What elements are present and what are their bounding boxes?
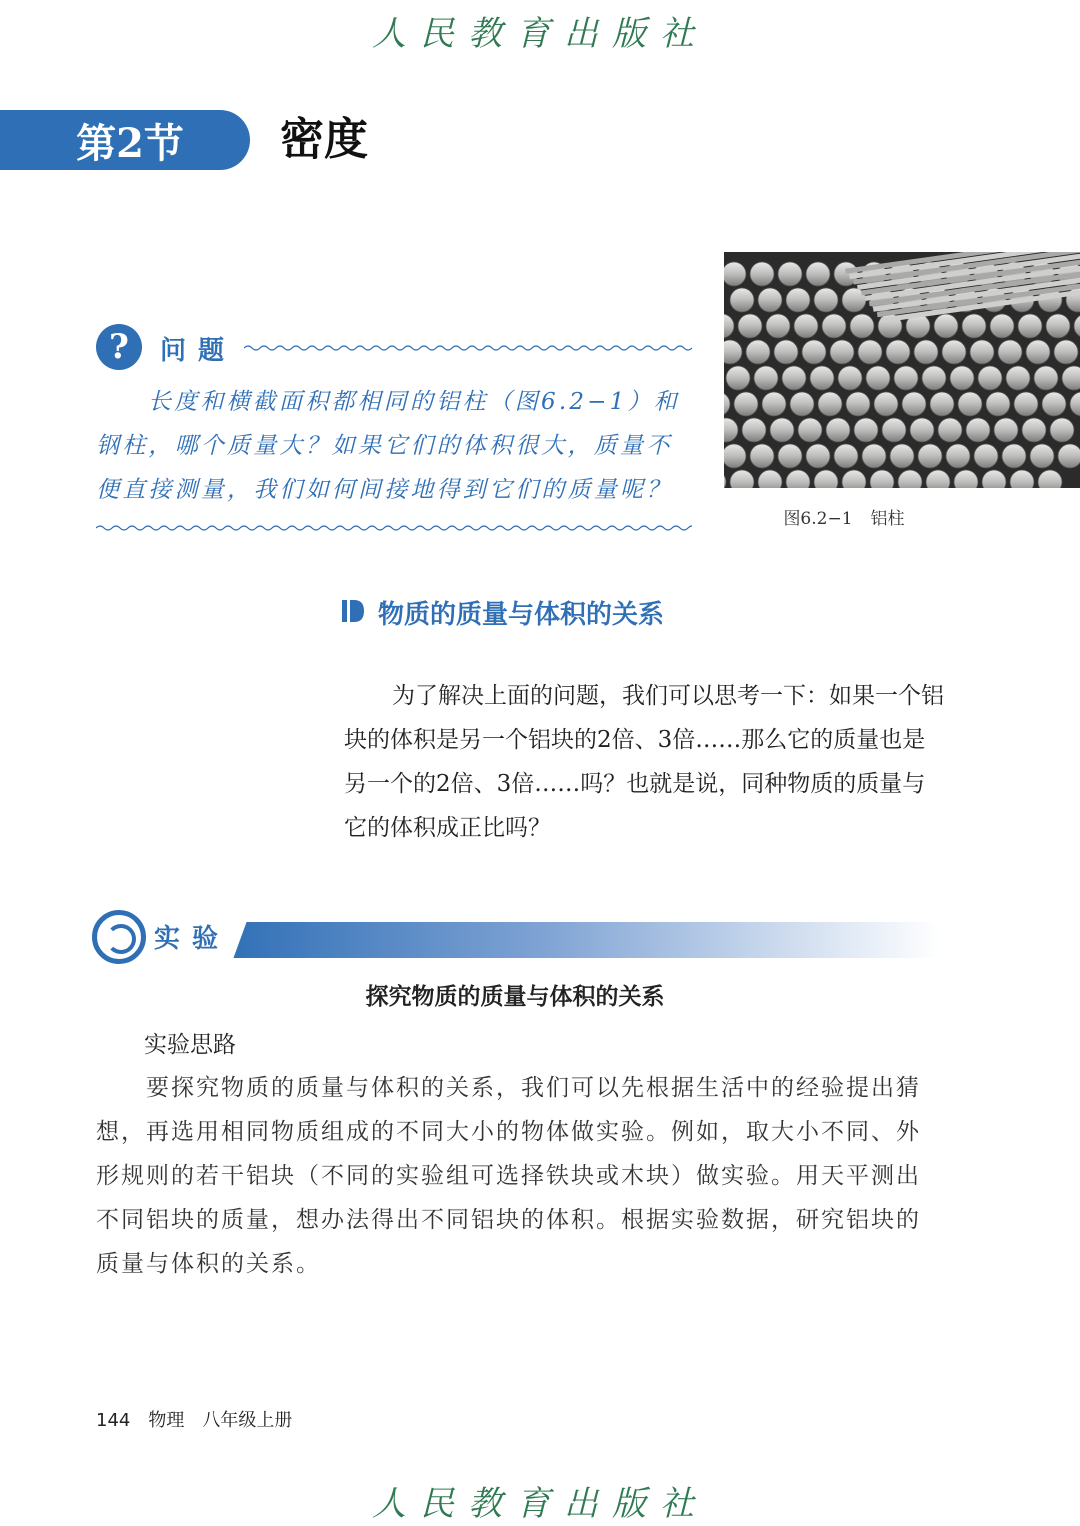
rod-end: [1050, 418, 1074, 442]
rod-end: [1034, 366, 1058, 390]
rod-end: [726, 366, 750, 390]
rod-end: [862, 444, 886, 468]
section-number-tab: 第2节: [0, 110, 250, 170]
subsection-heading: 物质的质量与体积的关系: [378, 600, 665, 630]
rod-end: [724, 262, 746, 286]
rod-end: [854, 418, 878, 442]
experiment-text-body: 要探究物质的质量与体积的关系，我们可以先根据生活中的经验提出猜想，再选用相同物质组成的不同大小的物体做实验。例如，取大小不同、外形规则的若干铝块（不同的实验组可选择铁块或木块）做实验。用天平测出不同铝块的质量，想办法得出不同铝块的体积。根据实验数据，研究铝块的质量与体积的关系。: [96, 1075, 921, 1277]
rod-end: [946, 444, 970, 468]
rod-end: [914, 340, 938, 364]
rod-end: [858, 340, 882, 364]
rod-end: [894, 366, 918, 390]
rod-end: [958, 392, 982, 416]
rod-end: [1058, 444, 1080, 468]
rod-end: [1042, 392, 1066, 416]
rod-end: [998, 340, 1022, 364]
rod-end: [850, 314, 874, 338]
rod-end: [902, 392, 926, 416]
rod-end: [802, 340, 826, 364]
publisher-watermark-bottom: 人民教育出版社: [372, 1484, 708, 1524]
rod-end: [750, 444, 774, 468]
page-footer: [96, 1406, 292, 1432]
rod-end: [966, 418, 990, 442]
rod-end: [990, 314, 1014, 338]
rod-end: [778, 444, 802, 468]
rod-end: [882, 418, 906, 442]
experiment-subheading: 实验思路: [144, 1032, 236, 1058]
rod-end: [750, 262, 774, 286]
rod-end: [806, 444, 830, 468]
magnifier-inner-icon: [106, 924, 136, 954]
footer-subject: 物理: [148, 1410, 185, 1431]
figure-caption-text: 铝柱: [870, 509, 905, 529]
rod-end: [1026, 340, 1050, 364]
section-marker-icon: [342, 598, 364, 624]
rod-end: [1054, 340, 1078, 364]
rod-end: [830, 340, 854, 364]
rod-end: [886, 340, 910, 364]
experiment-text: [96, 1066, 942, 1286]
rod-end: [762, 392, 786, 416]
rod-end: [962, 314, 986, 338]
experiment-label: 实验: [154, 924, 231, 954]
rod-end: [1022, 418, 1046, 442]
rod-end: [974, 444, 998, 468]
rod-end: [814, 288, 838, 312]
rod-end: [986, 392, 1010, 416]
rod-end: [1006, 366, 1030, 390]
rod-end: [822, 314, 846, 338]
rod-end: [806, 262, 830, 286]
rod-end: [910, 418, 934, 442]
footer-grade: 八年级上册: [202, 1410, 293, 1431]
rod-end: [818, 392, 842, 416]
rod-end: [1018, 314, 1042, 338]
rod-end: [846, 392, 870, 416]
paragraph-intro: [344, 674, 944, 850]
rod-end: [754, 366, 778, 390]
experiment-banner: [220, 922, 940, 958]
rod-end: [918, 444, 942, 468]
rod-end: [978, 366, 1002, 390]
rod-end: [798, 418, 822, 442]
rod-end: [1014, 392, 1038, 416]
rod-end: [874, 392, 898, 416]
rod-end: [938, 418, 962, 442]
problem-label: 问题: [160, 336, 237, 366]
wavy-divider-top: [244, 344, 692, 352]
rod-end: [778, 262, 802, 286]
rod-end: [922, 366, 946, 390]
rod-end: [766, 314, 790, 338]
wavy-divider-bottom: [96, 524, 692, 532]
rod-end: [866, 366, 890, 390]
question-icon: ?: [96, 324, 142, 370]
rod-end: [1030, 444, 1054, 468]
rod-end: [810, 366, 834, 390]
rod-end: [786, 288, 810, 312]
rod-end: [782, 366, 806, 390]
rod-end: [746, 340, 770, 364]
rod-end: [758, 288, 782, 312]
rod-end: [890, 444, 914, 468]
figure-caption: [724, 504, 964, 529]
rod-end: [742, 418, 766, 442]
experiment-title: 探究物质的质量与体积的关系: [365, 984, 665, 1010]
rod-end: [738, 314, 762, 338]
aluminum-columns-photo: [724, 252, 1080, 488]
rod-end: [994, 418, 1018, 442]
rod-end: [826, 418, 850, 442]
rod-end: [1002, 444, 1026, 468]
rod-end: [730, 288, 754, 312]
rod-end: [942, 340, 966, 364]
rod-end: [770, 418, 794, 442]
rod-end: [934, 314, 958, 338]
rod-end: [794, 314, 818, 338]
section-title: 密度: [280, 114, 368, 165]
problem-text-body: 长度和横截面积都相同的铝柱（图6.2−1）和钢柱，哪个质量大？如果它们的体积很大，质量不便直接测量，我们如何间接地得到它们的质量呢？: [96, 389, 680, 503]
paragraph-intro-text: 为了解决上面的问题，我们可以思考一下：如果一个铝块的体积是另一个铝块的2倍、3倍……那么它的质量也是另一个的2倍、3倍……吗？也就是说，同种物质的质量与它的体积成正比吗？: [344, 683, 944, 841]
rod-end: [1046, 314, 1070, 338]
rod-end: [790, 392, 814, 416]
rod-end: [724, 444, 746, 468]
rod-end: [734, 392, 758, 416]
figure-number: 图6.2−1: [783, 509, 853, 529]
publisher-watermark-top: 人民教育出版社: [372, 14, 708, 54]
rod-end: [834, 444, 858, 468]
rod-end: [970, 340, 994, 364]
rod-end: [838, 366, 862, 390]
problem-text: [96, 380, 696, 512]
rod-end: [930, 392, 954, 416]
rod-end: [774, 340, 798, 364]
rod-end: [950, 366, 974, 390]
page-number: 144: [96, 1410, 131, 1431]
